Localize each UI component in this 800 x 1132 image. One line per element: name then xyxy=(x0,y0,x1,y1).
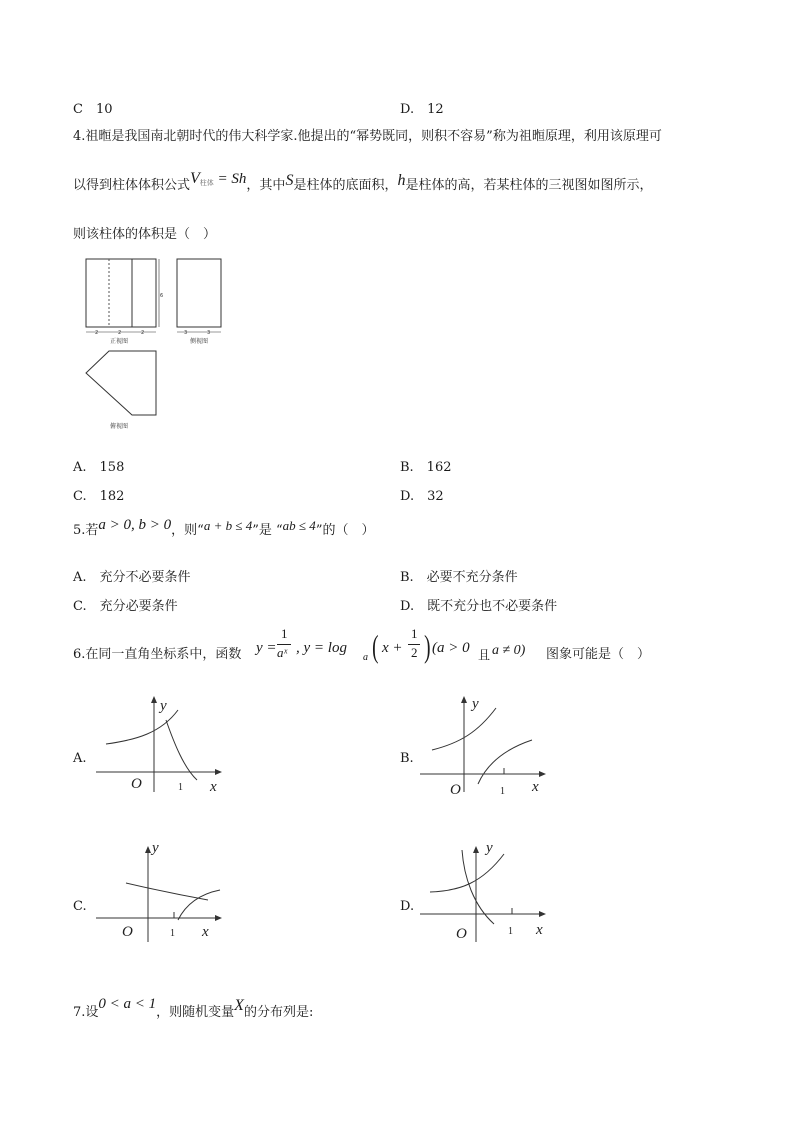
q6-formula: y = 1 aˣ , y = log a ( x + 1 2 ) (a > 0 且 a ≠ 0) 图象可能是（ ） xyxy=(256,626,651,664)
q4-option-a: A. 158 xyxy=(73,460,125,475)
front-dim-3: 2 xyxy=(141,330,145,336)
q6-graph-c xyxy=(96,838,226,948)
axis-y-label: y xyxy=(152,840,159,856)
q5-stem: 5.若a > 0, b > 0，则“a + b ≤ 4”是 “ab ≤ 4”的（ ） xyxy=(73,517,375,538)
paren-left: ( xyxy=(372,628,379,664)
origin-label: O xyxy=(450,782,461,798)
side-view-label: 侧视图 xyxy=(190,338,209,345)
q4-line3: 则该柱体的体积是（ ） xyxy=(73,227,217,242)
side-dim-2: 3 xyxy=(207,330,211,336)
q4-line1: 4.祖暅是我国南北朝时代的伟大科学家.他提出的“幂势既同，则积不容易”称为祖暅原理，利用该原理可 xyxy=(73,129,662,144)
q4-three-view-figure xyxy=(80,255,250,435)
q4-option-d: D. 32 xyxy=(400,489,444,504)
q4-option-c: C. 182 xyxy=(73,489,125,504)
q6-graph-d xyxy=(420,838,550,948)
q3-option-c: C 10 xyxy=(73,102,113,117)
q4-line2: 以得到柱体体积公式$V^{柱体} = Sh$，其中S是柱体的底面积，h是柱体的高，若某柱体的三视图如图所示， xyxy=(73,170,653,193)
q6-option-b: B. xyxy=(400,751,414,766)
axis-y-label: y xyxy=(472,696,479,712)
paren-right: ) xyxy=(424,628,431,664)
q3-option-d: D. 12 xyxy=(400,102,444,117)
q5-option-a: A. 充分不必要条件 xyxy=(73,570,191,585)
q5-option-d: D. 既不充分也不必要条件 xyxy=(400,599,558,614)
origin-label: O xyxy=(122,924,133,940)
top-view-label: 俯视图 xyxy=(110,423,129,430)
front-view-label: 正视图 xyxy=(110,338,129,345)
side-dim-1: 3 xyxy=(184,330,188,336)
q6-graph-b xyxy=(420,688,550,798)
tick-label: 1 xyxy=(500,786,505,797)
top-view xyxy=(86,351,156,430)
front-dim-2: 2 xyxy=(118,330,122,336)
q6-graph-a xyxy=(96,688,226,798)
front-height-label: 6 xyxy=(160,293,164,299)
axis-x-label: x xyxy=(536,922,543,938)
q6-option-a: A. xyxy=(73,751,87,766)
q4-option-b: B. 162 xyxy=(400,460,452,475)
q6-stem-text: 6.在同一直角坐标系中，函数 xyxy=(73,647,242,662)
origin-label: O xyxy=(456,926,467,942)
q7-stem: 7.设0 < a < 1，则随机变量X的分布列是: xyxy=(73,996,314,1020)
q6-option-c: C. xyxy=(73,899,87,914)
origin-label: O xyxy=(131,776,142,792)
side-view xyxy=(177,259,221,345)
axis-x-label: x xyxy=(532,779,539,795)
axis-y-label: y xyxy=(486,840,493,856)
q5-option-c: C. 充分必要条件 xyxy=(73,599,178,614)
axis-x-label: x xyxy=(210,779,217,795)
q5-option-b: B. 必要不充分条件 xyxy=(400,570,518,585)
front-dim-1: 2 xyxy=(95,330,99,336)
front-view xyxy=(86,259,163,345)
q6-option-d: D. xyxy=(400,899,415,914)
axis-x-label: x xyxy=(202,924,209,940)
axis-y-label: y xyxy=(160,698,167,714)
tick-label: 1 xyxy=(508,926,513,937)
tick-label: 1 xyxy=(170,928,175,939)
tick-label: 1 xyxy=(178,782,183,793)
